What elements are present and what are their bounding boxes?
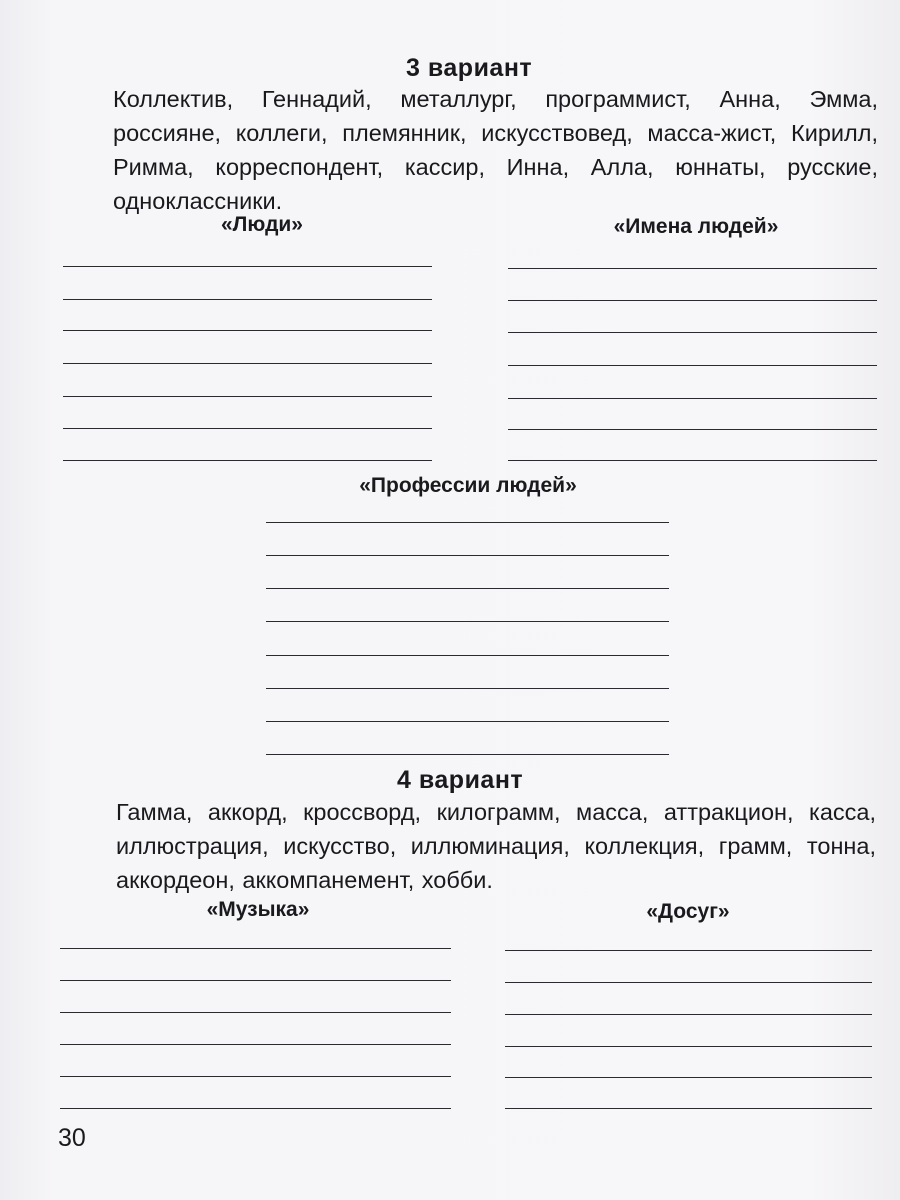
variant-3-title: 3 вариант (406, 54, 533, 82)
music-answer-lines[interactable] (60, 948, 451, 1113)
category-music-heading: «Музыка» (206, 898, 310, 921)
answer-line[interactable] (63, 299, 432, 300)
answer-line[interactable] (60, 1076, 451, 1077)
answer-line[interactable] (63, 266, 432, 267)
answer-line[interactable] (60, 980, 451, 981)
answer-line[interactable] (266, 588, 669, 589)
answer-line[interactable] (505, 982, 872, 983)
leisure-answer-lines[interactable] (505, 950, 872, 1115)
category-people-heading: «Люди» (221, 213, 303, 236)
answer-line[interactable] (60, 948, 451, 949)
answer-line[interactable] (505, 1108, 872, 1109)
variant-4-word-list: Гамма, аккорд, кроссворд, килограмм, масса, аттракцион, касса, иллюстрация, искусство, иллюминация, коллекция, грамм, тонна, аккордеон, аккомпанемент, хобби. (116, 799, 876, 893)
answer-line[interactable] (266, 721, 669, 722)
answer-line[interactable] (266, 522, 669, 523)
answer-line[interactable] (60, 1044, 451, 1045)
answer-line[interactable] (508, 398, 877, 399)
answer-line[interactable] (63, 396, 432, 397)
answer-line[interactable] (508, 429, 877, 430)
answer-line[interactable] (266, 754, 669, 755)
answer-line[interactable] (60, 1108, 451, 1109)
answer-line[interactable] (63, 363, 432, 364)
professions-answer-lines[interactable] (266, 522, 669, 757)
answer-line[interactable] (63, 330, 432, 331)
answer-line[interactable] (508, 300, 877, 301)
answer-line[interactable] (508, 268, 877, 269)
category-professions-heading: «Профессии людей» (359, 474, 577, 497)
answer-line[interactable] (60, 1012, 451, 1013)
answer-line[interactable] (266, 555, 669, 556)
answer-line[interactable] (505, 1046, 872, 1047)
answer-line[interactable] (508, 365, 877, 366)
answer-line[interactable] (508, 332, 877, 333)
answer-line[interactable] (266, 621, 669, 622)
answer-line[interactable] (505, 1077, 872, 1078)
variant-3-word-list: Коллектив, Геннадий, металлург, программист, Анна, Эмма, россияне, коллеги, племянник, искусствовед, масса-жист, Кирилл, Римма, корреспондент, кассир, Инна, Алла, юннаты, русские, одноклассники. (113, 86, 878, 214)
variant-4-title: 4 вариант (397, 766, 524, 794)
answer-line[interactable] (266, 688, 669, 689)
answer-line[interactable] (63, 428, 432, 429)
answer-line[interactable] (505, 1014, 872, 1015)
names-answer-lines[interactable] (508, 268, 877, 468)
answer-line[interactable] (505, 950, 872, 951)
answer-line[interactable] (266, 655, 669, 656)
page-number: 30 (58, 1124, 86, 1152)
people-answer-lines[interactable] (63, 266, 432, 466)
answer-line[interactable] (63, 460, 432, 461)
category-leisure-heading: «Досуг» (646, 900, 730, 923)
category-names-heading: «Имена людей» (613, 215, 779, 238)
answer-line[interactable] (508, 460, 877, 461)
